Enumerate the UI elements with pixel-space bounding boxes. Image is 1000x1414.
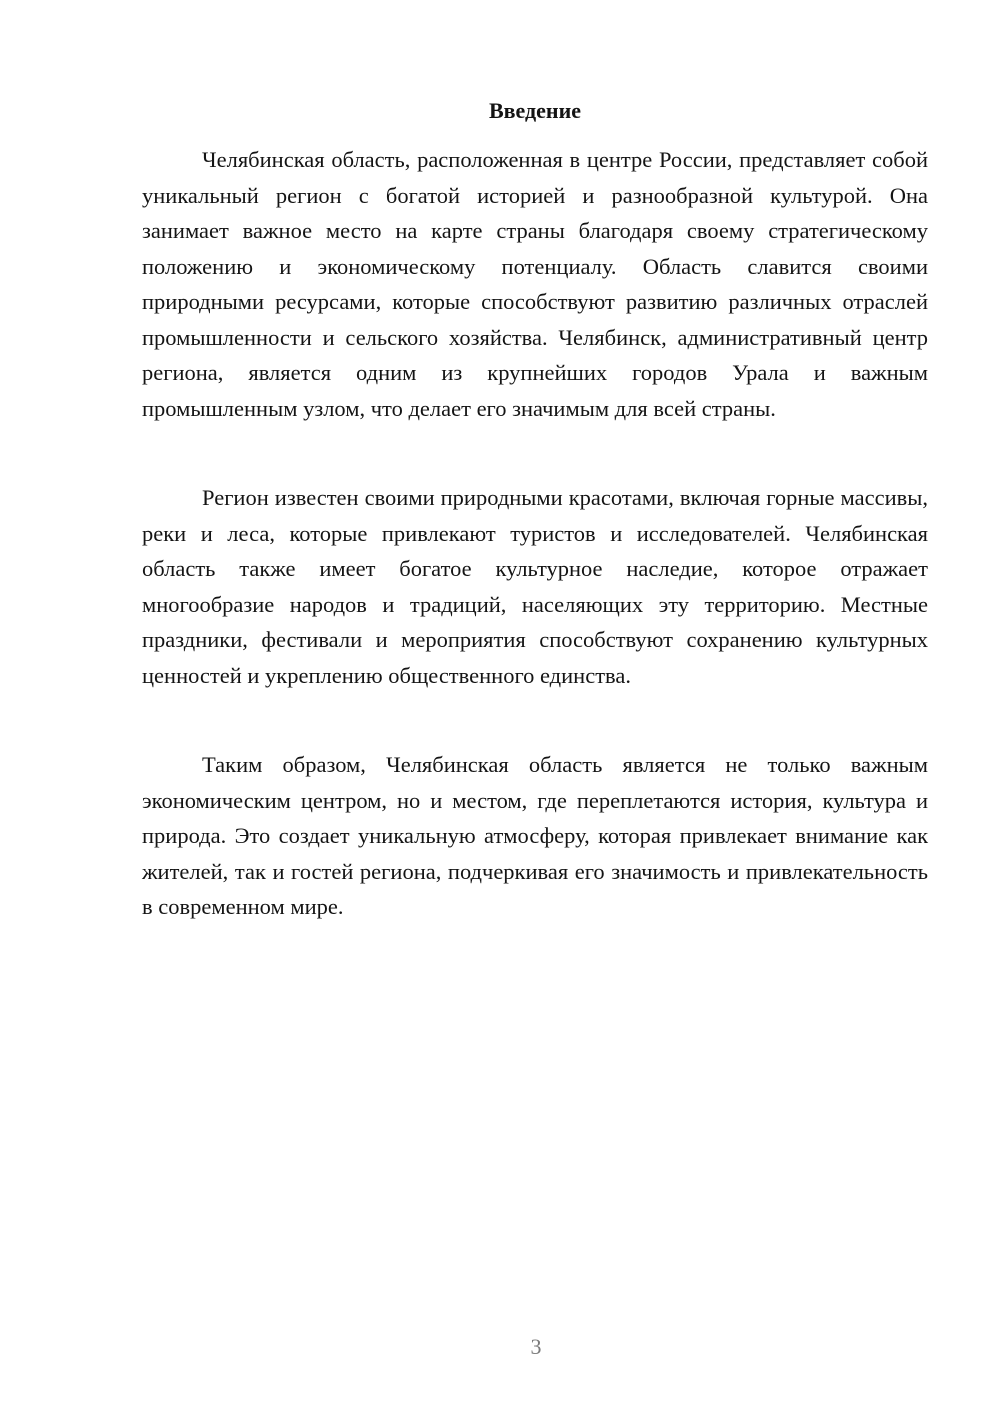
paragraph-3: Таким образом, Челябинская область является не только важным экономическим центром, но и местом, где переплетаются история, культура и природа. Это создает уникальную атмосферу, которая привлекает внимание как жителей, так и гостей региона, подчеркивая его значимость и привлекательность в современном мире. (142, 752, 928, 919)
page-number: 3 (530, 1334, 542, 1359)
paragraph-1: Челябинская область, расположенная в центре России, представляет собой уникальный регион с богатой историей и разнообразной культурой. Она занимает важное место на карте страны благодаря своему стратегическому положению и экономическому потенциалу. Область славится своими природными ресурсами, которые способствуют развитию различных отраслей промышленности и сельского хозяйства. Челябинск, административный центр региона, является одним из крупнейших городов Урала и важным промышленным узлом, что делает его значимым для всей страны. (142, 147, 928, 421)
paragraph-2: Регион известен своими природными красотами, включая горные массивы, реки и леса, которые привлекают туристов и исследователей. Челябинская область также имеет богатое культурное наследие, которое отражает многообразие народов и традиций, населяющих эту территорию. Местные праздники, фестивали и мероприятия способствуют сохранению культурных ценностей и укреплению общественного единства. (142, 485, 928, 688)
page-title: Введение (488, 98, 582, 123)
